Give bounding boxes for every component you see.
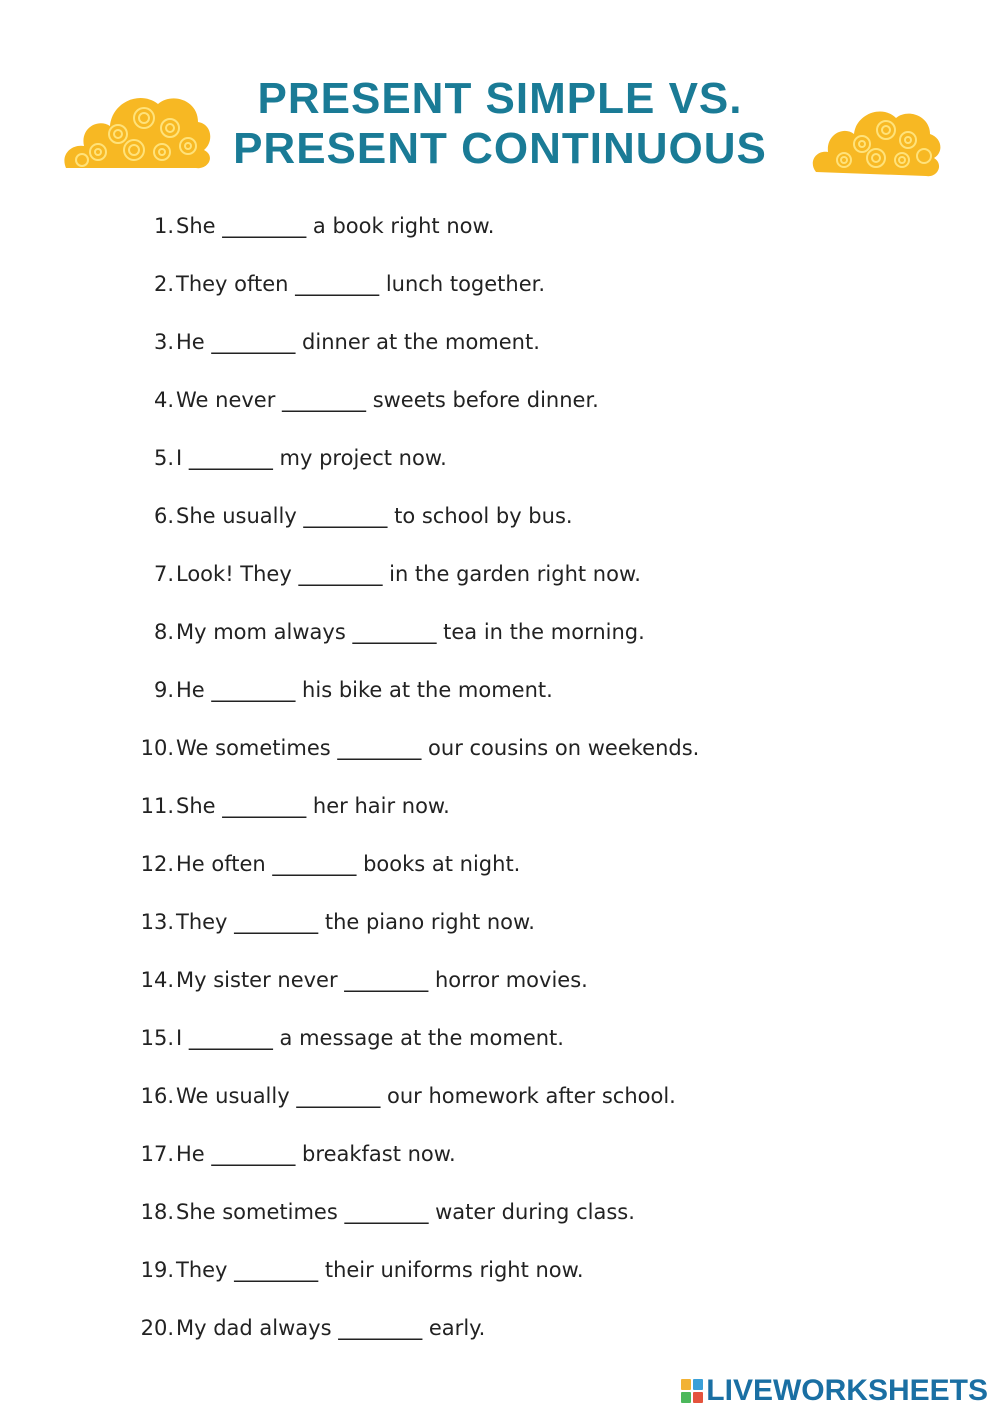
exercise-sentence: She usually ________ to school by bus. xyxy=(176,504,573,528)
exercise-number: 1. xyxy=(153,214,174,238)
exercise-sentence: He often ________ books at night. xyxy=(176,852,521,876)
title-line-1: PRESENT SIMPLE VS. xyxy=(257,74,743,123)
exercise-sentence: She ________ her hair now. xyxy=(176,794,450,818)
exercise-number: 16. xyxy=(140,1084,174,1108)
brand-name: LIVEWORKSHEETS xyxy=(706,1374,988,1407)
logo-square xyxy=(681,1379,691,1390)
exercise-sentence: Look! They ________ in the garden right now. xyxy=(176,562,641,586)
exercise-number: 11. xyxy=(140,794,174,818)
exercise-sentence: My sister never ________ horror movies. xyxy=(176,968,588,992)
exercise-item xyxy=(0,1074,1000,1132)
exercise-sentence: He ________ dinner at the moment. xyxy=(176,330,540,354)
exercise-item xyxy=(0,610,1000,668)
exercise-item xyxy=(0,784,1000,842)
exercise-item xyxy=(0,842,1000,900)
title-line-2: PRESENT CONTINUOUS xyxy=(233,124,767,173)
exercise-number: 2. xyxy=(153,272,174,296)
page-title xyxy=(0,74,1000,174)
exercise-number: 3. xyxy=(153,330,174,354)
exercise-item xyxy=(0,552,1000,610)
exercise-number: 18. xyxy=(140,1200,174,1224)
exercise-item xyxy=(0,378,1000,436)
exercise-item xyxy=(0,1306,1000,1364)
exercise-list xyxy=(0,204,1000,1364)
exercise-item xyxy=(0,900,1000,958)
exercise-number: 20. xyxy=(140,1316,174,1340)
exercise-sentence: I ________ a message at the moment. xyxy=(176,1026,564,1050)
exercise-number: 8. xyxy=(153,620,174,644)
exercise-number: 6. xyxy=(153,504,174,528)
exercise-sentence: She sometimes ________ water during class. xyxy=(176,1200,635,1224)
exercise-number: 19. xyxy=(140,1258,174,1282)
exercise-sentence: We sometimes ________ our cousins on weekends. xyxy=(176,736,700,760)
exercise-item xyxy=(0,1132,1000,1190)
exercise-item xyxy=(0,1248,1000,1306)
exercise-number: 5. xyxy=(153,446,174,470)
exercise-item xyxy=(0,436,1000,494)
exercise-number: 12. xyxy=(140,852,174,876)
logo-square xyxy=(681,1392,691,1403)
logo-grid-icon xyxy=(681,1379,703,1403)
logo-square xyxy=(693,1379,703,1390)
exercise-sentence: My dad always ________ early. xyxy=(176,1316,486,1340)
exercise-number: 10. xyxy=(140,736,174,760)
logo-square xyxy=(693,1392,703,1403)
exercise-sentence: She ________ a book right now. xyxy=(176,214,495,238)
exercise-item xyxy=(0,320,1000,378)
exercise-number: 13. xyxy=(140,910,174,934)
exercise-number: 14. xyxy=(140,968,174,992)
liveworksheets-logo[interactable] xyxy=(681,1374,988,1408)
exercise-item xyxy=(0,726,1000,784)
exercise-sentence: He ________ his bike at the moment. xyxy=(176,678,553,702)
exercise-sentence: My mom always ________ tea in the morning. xyxy=(176,620,645,644)
exercise-item xyxy=(0,262,1000,320)
exercise-number: 7. xyxy=(153,562,174,586)
exercise-sentence: We never ________ sweets before dinner. xyxy=(176,388,599,412)
exercise-sentence: They ________ their uniforms right now. xyxy=(176,1258,584,1282)
exercise-sentence: He ________ breakfast now. xyxy=(176,1142,456,1166)
exercise-number: 9. xyxy=(153,678,174,702)
exercise-item xyxy=(0,668,1000,726)
exercise-sentence: We usually ________ our homework after school. xyxy=(176,1084,676,1108)
exercise-number: 15. xyxy=(140,1026,174,1050)
exercise-item xyxy=(0,958,1000,1016)
exercise-sentence: They often ________ lunch together. xyxy=(176,272,546,296)
exercise-item xyxy=(0,1016,1000,1074)
exercise-sentence: They ________ the piano right now. xyxy=(176,910,535,934)
exercise-item xyxy=(0,1190,1000,1248)
exercise-sentence: I ________ my project now. xyxy=(176,446,447,470)
exercise-item xyxy=(0,204,1000,262)
exercise-number: 17. xyxy=(140,1142,174,1166)
exercise-number: 4. xyxy=(153,388,174,412)
exercise-item xyxy=(0,494,1000,552)
